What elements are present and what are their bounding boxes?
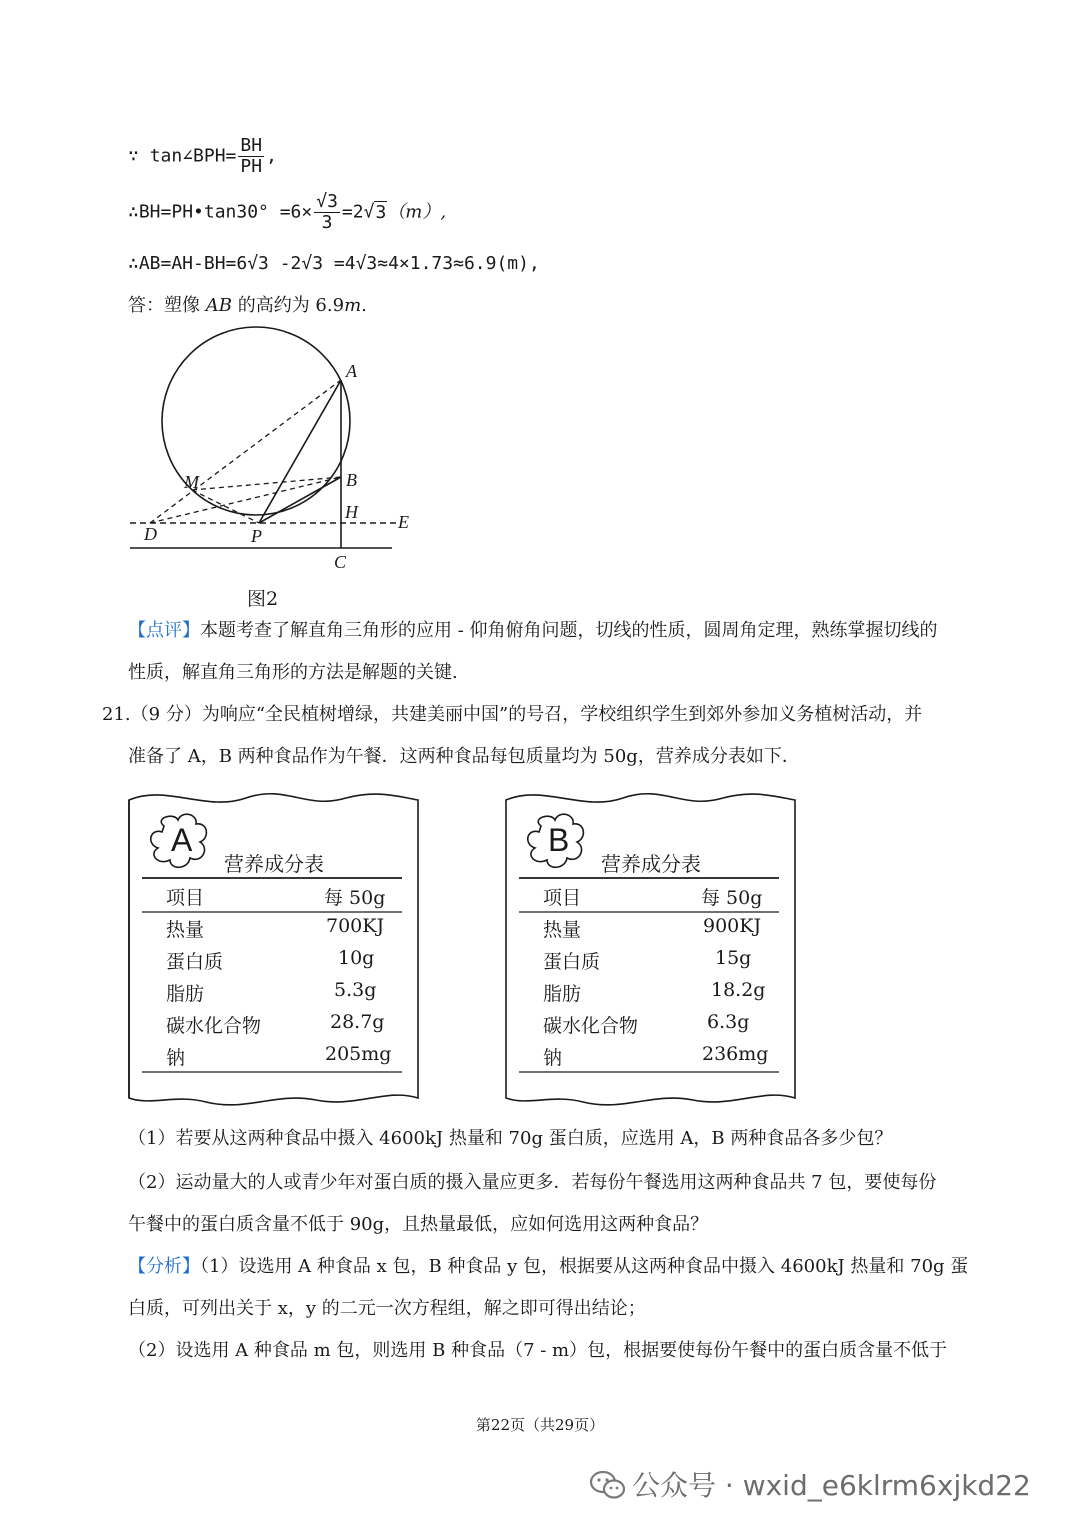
review-tag: 【点评】 [128,620,200,641]
fraction-bh-ph [238,136,264,177]
card-b-row-label: 蛋白质 [543,951,601,973]
review-text-2: 性质，解直角三角形的方法是解题的关键. [128,662,458,683]
card-a-row-value: 205mg [325,1043,392,1065]
figure-caption: 图2 [247,588,279,610]
question-text-2: 准备了 A，B 两种食品作为午餐．这两种食品每包质量均为 50g，营养成分表如下． [128,746,800,767]
subquestion-2 [128,1162,978,1246]
label-h: H [345,502,358,522]
card-b-row-value: 15g [715,947,752,969]
card-a-row-label: 碳水化合物 [166,1015,262,1037]
card-b-title: 营养成分表 [601,852,701,876]
question-score: （9 分） [130,704,202,725]
question-text-1: 为响应“全民植树增绿，共建美丽中国”的号召，学校组织学生到郊外参加义务植树活动，并 [201,704,923,725]
card-b-row-label: 钠 [543,1047,563,1069]
card-b-row-label: 碳水化合物 [543,1015,639,1037]
label-b: B [346,470,357,490]
label-e: E [398,512,409,532]
page-footer: 第22页（共29页） [475,1416,605,1434]
fraction-sqrt3-3 [314,192,340,233]
card-b-header-label: 项目 [543,887,582,909]
equation-unit: （m）, [387,201,447,223]
label-d: D [144,524,157,544]
equation-tan-bph [128,136,277,177]
card-a-header-label: 项目 [166,887,205,909]
line-mb [192,477,341,490]
analysis-line-1: （1）设选用 A 种食品 x 包，B 种食品 y 包，根据要从这两种食品中摄入 4600kJ 热量和 70g 蛋 [200,1256,969,1277]
equation-ab: ∴AB=AH-BH=6√3 -2√3 =4√3≈4×1.73≈6.9(m), [128,253,540,274]
sqrt-radicand: 3 [375,201,387,223]
answer-prefix: 答：塑像 [128,295,200,316]
card-a-row-value: 28.7g [330,1011,385,1033]
card-b-row-value: 18.2g [711,979,766,1001]
label-p: P [251,526,262,546]
card-b-row-value: 236mg [702,1043,769,1065]
card-a-row-label: 钠 [166,1047,186,1069]
card-b-row-label: 脂肪 [543,983,582,1005]
card-a-row-label: 蛋白质 [166,951,224,973]
card-b-row-label: 热量 [543,919,582,941]
equation-tail: , [266,145,277,167]
card-a-header-value: 每 50g [324,887,386,909]
question-number: 21. [102,704,131,725]
card-b-row-value: 900KJ [703,915,762,937]
card-a-row-label: 脂肪 [166,983,205,1005]
because-symbol: ∵ [128,145,139,167]
card-b-header-value: 每 50g [701,887,763,909]
label-a: A [346,361,357,381]
answer-unit: m [344,295,362,316]
line-pa [259,380,341,523]
review-text-1: 本题考查了解直角三角形的应用 - 仰角俯角问题，切线的性质，圆周角定理，熟练掌握切线的 [200,620,938,641]
answer-middle: 的高约为 6.9 [237,295,345,316]
fraction-denominator: 3 [321,212,333,233]
equation-rhs: =2 [341,201,364,223]
card-b-row-value: 6.3g [707,1011,750,1033]
subquestion-1: （1）若要从这两种食品中摄入 4600kJ 热量和 70g 蛋白质，应选用 A，B 两种食品各多少包？ [128,1128,893,1149]
fraction-denominator: PH [240,156,263,177]
card-a-title: 营养成分表 [224,852,324,876]
fraction-numerator: √3 [316,191,338,212]
geometry-figure [120,320,430,580]
line-mp [192,490,259,523]
nutrition-card-b [503,786,799,1112]
subquestion-2-line-2: 午餐中的蛋白质含量不低于 90g，且热量最低，应如何选用这两种食品？ [128,1214,709,1235]
wechat-icon [590,1470,626,1500]
card-a-row-value: 10g [338,947,375,969]
card-b-letter: B [548,822,570,858]
watermark-text: 公众号 · wxid_e6klrm6xjkd22 [632,1469,1031,1502]
equation-lhs: tan∠BPH= [149,145,237,167]
analysis-line-2: 白质，可列出关于 x，y 的二元一次方程组，解之即可得出结论； [128,1298,646,1319]
fraction-numerator: BH [240,135,263,156]
label-c: C [334,552,347,572]
analysis-paragraph [128,1246,978,1372]
line-da [150,380,341,523]
therefore-symbol: ∴ [128,201,139,223]
line-db [150,477,341,523]
card-a-row-value: 5.3g [334,979,377,1001]
review-paragraph [128,610,978,694]
answer-end: . [361,295,367,316]
subquestion-2-line-1: （2）运动量大的人或青少年对蛋白质的摄入量应更多．若每份午餐选用这两种食品共 7 包，要使每份 [128,1172,937,1193]
analysis-line-3: （2）设选用 A 种食品 m 包，则选用 B 种食品（7 - m）包，根据要使每份午餐中的蛋白质含量不低于 [128,1340,948,1361]
question-21 [102,694,980,778]
equation-lhs: BH=PH•tan30° =6× [138,201,313,223]
watermark [590,1464,1031,1504]
equation-bh: ∴BH=PH•tan30° =6× $\frac{√3}{3}$ =2√3（m）, [128,191,447,233]
label-m: M [184,472,199,492]
card-a-letter: A [171,822,193,858]
card-a-row-value: 700KJ [326,915,385,937]
card-a-row-label: 热量 [166,919,205,941]
analysis-tag: 【分析】 [128,1256,200,1277]
answer-variable: AB [205,295,232,316]
answer-line [128,294,367,318]
nutrition-card-a [126,786,422,1112]
